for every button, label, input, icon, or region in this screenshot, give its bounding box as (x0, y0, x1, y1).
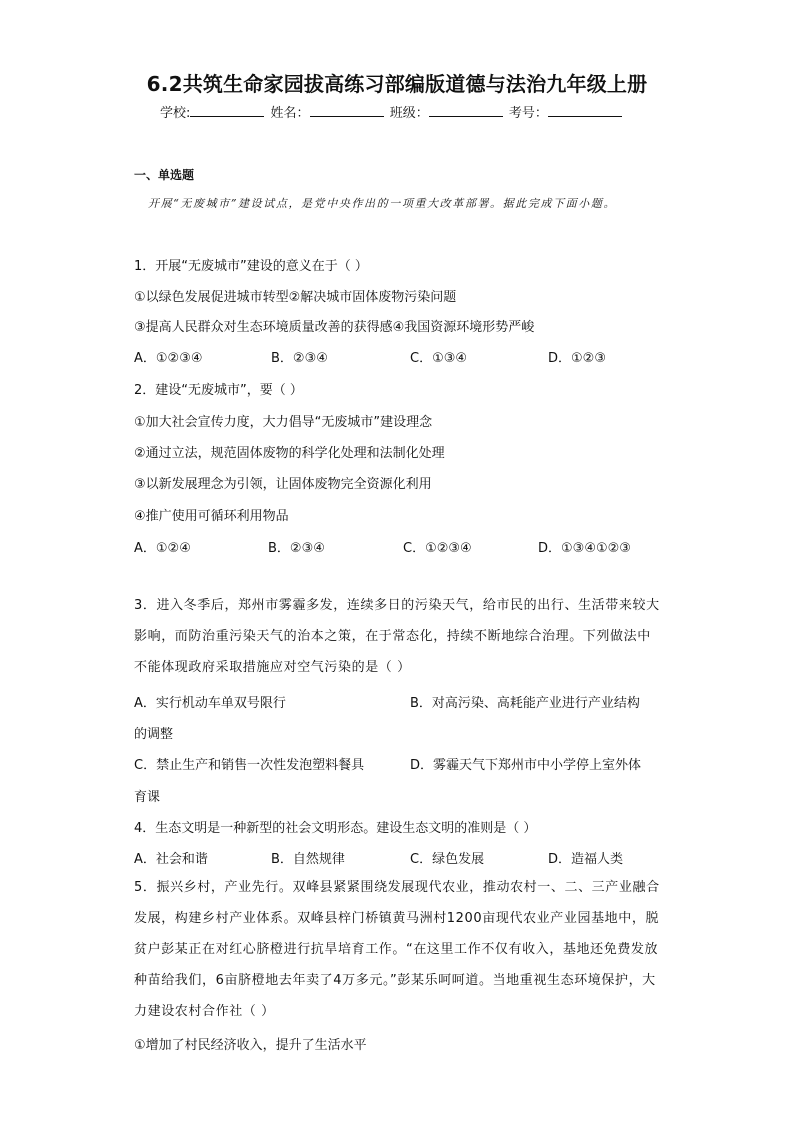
name-label: 姓名： (270, 106, 310, 121)
section-heading: 一、单选题 (134, 168, 195, 182)
class-blank[interactable] (429, 104, 503, 117)
school-label: 学校: (160, 106, 191, 121)
q2-statement-1: ①加大社会宣传力度，大力倡导“无废城市”建设理念 (134, 415, 433, 430)
intro-paragraph: 开展“无废城市”建设试点，是党中央作出的一项重大改革部署。据此完成下面小题。 (148, 197, 617, 210)
q2-statement-4: ④推广使用可循环利用物品 (134, 509, 289, 524)
q1-statement-1: ①以绿色发展促进城市转型②解决城市固体废物污染问题 (134, 290, 457, 305)
q4-stem: 4．生态文明是一种新型的社会文明形态。建设生态文明的准则是（ ） (134, 821, 537, 836)
q2-option-a[interactable]: A．①②④ (134, 541, 191, 556)
q1-option-c[interactable]: C．①③④ (410, 351, 468, 366)
class-label: 班级： (389, 106, 429, 121)
q2-statement-2: ②通过立法，规范固体废物的科学化处理和法制化处理 (134, 446, 445, 461)
q2-option-d[interactable]: D．①③④①②③ (538, 541, 631, 556)
exam-number-label: 考号： (508, 106, 548, 121)
page-title: 6.2共筑生命家园拔高练习部编版道德与法治九年级上册 (146, 72, 648, 96)
school-blank[interactable] (190, 104, 264, 117)
q1-option-a[interactable]: A．①②③④ (134, 351, 203, 366)
q3-option-b[interactable]: B．对高污染、高耗能产业进行产业结构 (410, 696, 640, 711)
q1-option-b[interactable]: B．②③④ (271, 351, 328, 366)
q3-stem: 3．进入冬季后，郑州市雾霾多发，连续多日的污染天气，给市民的出行、生活带来较大影响，而防治重污染天气的治本之策，在于常态化，持续不断地综合治理。下列做法中不能体现政府采取措施应对空气污染的是（ ） (134, 598, 660, 675)
q4-option-b[interactable]: B．自然规律 (271, 852, 345, 867)
q1-option-d[interactable]: D．①②③ (548, 351, 606, 366)
q2-stem: 2．建设“无废城市”，要（ ） (134, 383, 303, 398)
q5-statement-1: ①增加了村民经济收入，提升了生活水平 (134, 1038, 367, 1053)
q3-option-d-continued: 育课 (134, 790, 161, 805)
q1-statement-2: ③提高人民群众对生态环境质量改善的获得感④我国资源环境形势严峻 (134, 320, 535, 335)
student-info-row (160, 102, 624, 121)
q4-option-d[interactable]: D．造福人类 (548, 852, 624, 867)
q4-option-a[interactable]: A．社会和谐 (134, 852, 208, 867)
exam-number-blank[interactable] (548, 104, 622, 117)
q3-option-c[interactable]: C．禁止生产和销售一次性发泡塑料餐具 (134, 758, 365, 773)
q2-statement-3: ③以新发展理念为引领，让固体废物完全资源化利用 (134, 477, 432, 492)
q3-option-d[interactable]: D．雾霾天气下郑州市中小学停上室外体 (410, 758, 642, 773)
q1-stem: 1．开展“无废城市”建设的意义在于（ ） (134, 259, 368, 274)
name-blank[interactable] (310, 104, 384, 117)
q3-option-b-continued: 的调整 (134, 727, 174, 742)
q3-option-a[interactable]: A．实行机动车单双号限行 (134, 696, 286, 711)
q4-option-c[interactable]: C．绿色发展 (410, 852, 485, 867)
q5-stem: 5．振兴乡村，产业先行。双峰县紧紧围绕发展现代农业，推动农村一、二、三产业融合发展，构建乡村产业体系。双峰县梓门桥镇黄马洲村1200亩现代农业产业园基地中，脱贫户彭某正在对红心脐橙进行抗旱培育工作。“在这里工作不仅有收入，基地还免费发放种苗给我们，6亩脐橙地去年卖了4万多元。”彭某乐呵呵道。当地重视生态环境保护，大力建设农村合作社（ ） (134, 880, 660, 1019)
q2-option-c[interactable]: C．①②③④ (403, 541, 472, 556)
q2-option-b[interactable]: B．②③④ (268, 541, 325, 556)
